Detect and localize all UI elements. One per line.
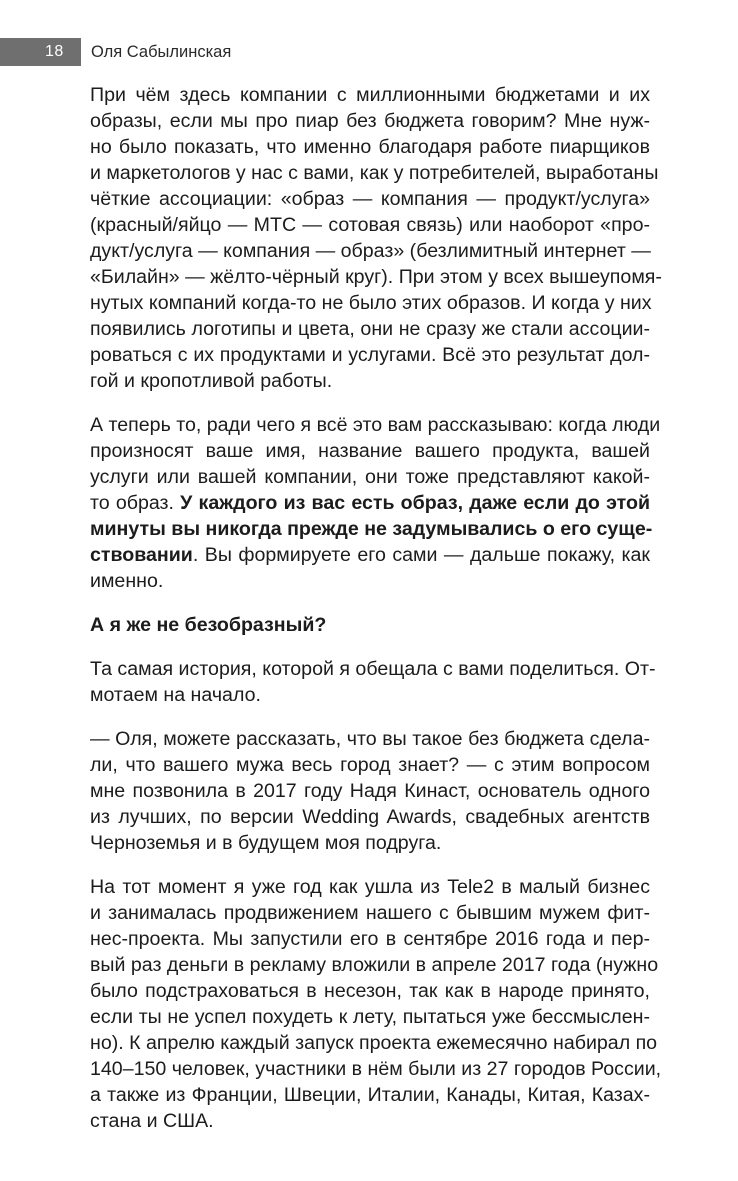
paragraph-2 [90, 412, 661, 594]
text-line: гой и кропотливой работы. [90, 370, 333, 392]
heading-text: А я же не безобразный? [90, 614, 327, 636]
text-line: произносят ваше имя, название вашего продукта, вашей [90, 440, 650, 462]
text-line: чёткие ассоциации: «образ — компания — продукт/услуга» [90, 188, 650, 210]
running-head-author: Оля Сабылинская [91, 43, 232, 61]
text-line: стана и США. [90, 1110, 214, 1132]
text-line: но). К апрелю каждый запуск проекта ежемесячно набирал по [90, 1032, 658, 1054]
paragraph-1 [90, 82, 662, 394]
text-line: и занималась продвижением нашего с бывшим мужем фит- [90, 902, 650, 924]
text-line: а также из Франции, Швеции, Италии, Канады, Китая, Казах- [90, 1084, 650, 1106]
page-body [90, 82, 662, 1134]
text-line: А теперь то, ради чего я всё это вам рассказываю: когда люди [90, 414, 661, 436]
text-line: Черноземья и в будущем моя подруга. [90, 832, 442, 854]
text-line: появились логотипы и цвета, они не сразу же стали ассоции- [90, 318, 650, 340]
text-line: При чём здесь компании с миллионными бюджетами и их [90, 84, 650, 106]
emphasis-text: У каждого из вас есть образ, даже если до этой [180, 492, 650, 514]
text-line [90, 490, 650, 516]
text-line: «Билайн» — жёлто-чёрный круг). При этом у всех вышеупомя- [90, 266, 662, 288]
paragraph-3 [90, 656, 656, 708]
text-line: вый раз деньги в рекламу вложили в апреле 2017 года (нужно [90, 954, 659, 976]
text-line: нутых компаний когда-то не было этих образов. И когда у них [90, 292, 652, 314]
text-line: (красный/яйцо — МТС — сотовая связь) или наоборот «про- [90, 214, 650, 236]
text-line: нес-проекта. Мы запустили его в сентябре 2016 года и пер- [90, 928, 650, 950]
text-line: образы, если мы про пиар без бюджета говорим? Мне нуж- [90, 110, 650, 132]
section-heading [90, 612, 650, 638]
text-line: из лучших, по версии Wedding Awards, свадебных агентств [90, 806, 650, 828]
text-line: роваться с их продуктами и услугами. Всё это результат дол- [90, 344, 650, 366]
text-line: но было показать, что именно благодаря работе пиарщиков [90, 136, 650, 158]
page-number-bar [0, 38, 81, 66]
text-run: . Вы формируете его сами — дальше покажу, как [192, 544, 650, 566]
text-line [90, 542, 650, 568]
text-line: именно. [90, 570, 164, 592]
text-line: 140–150 человек, участники в нём были из 27 городов России, [90, 1058, 662, 1080]
page-number: 18 [45, 43, 64, 60]
text-line: и маркетологов у нас с вами, как у потребителей, выработаны [90, 162, 659, 184]
text-line: дукт/услуга — компания — образ» (безлимитный интернет — [90, 240, 651, 262]
text-line: На тот момент я уже год как ушла из Tele2 в малый бизнес [90, 876, 650, 898]
text-line [90, 516, 653, 542]
paragraph-4 [90, 726, 650, 856]
paragraph-5 [90, 874, 662, 1134]
text-line: Та самая история, которой я обещала с вами поделиться. От- [90, 658, 656, 680]
emphasis-text: ствовании [90, 544, 193, 566]
text-line: мотаем на начало. [90, 684, 261, 706]
text-line: ли, что вашего мужа весь город знает? — с этим вопросом [90, 754, 650, 776]
text-run: то образ. [90, 492, 181, 514]
text-line: услуги или вашей компании, они тоже представляют какой- [90, 466, 650, 488]
text-line: если ты не успел похудеть к лету, пытаться уже бессмыслен- [90, 1006, 650, 1028]
text-line: было подстраховаться в несезон, так как в народе принято, [90, 980, 650, 1002]
text-line: мне позвонила в 2017 году Надя Кинаст, основатель одного [90, 780, 650, 802]
text-line: — Оля, можете рассказать, что вы такое без бюджета сдела- [90, 728, 650, 750]
emphasis-text: минуты вы никогда прежде не задумывались о его суще- [90, 518, 653, 540]
